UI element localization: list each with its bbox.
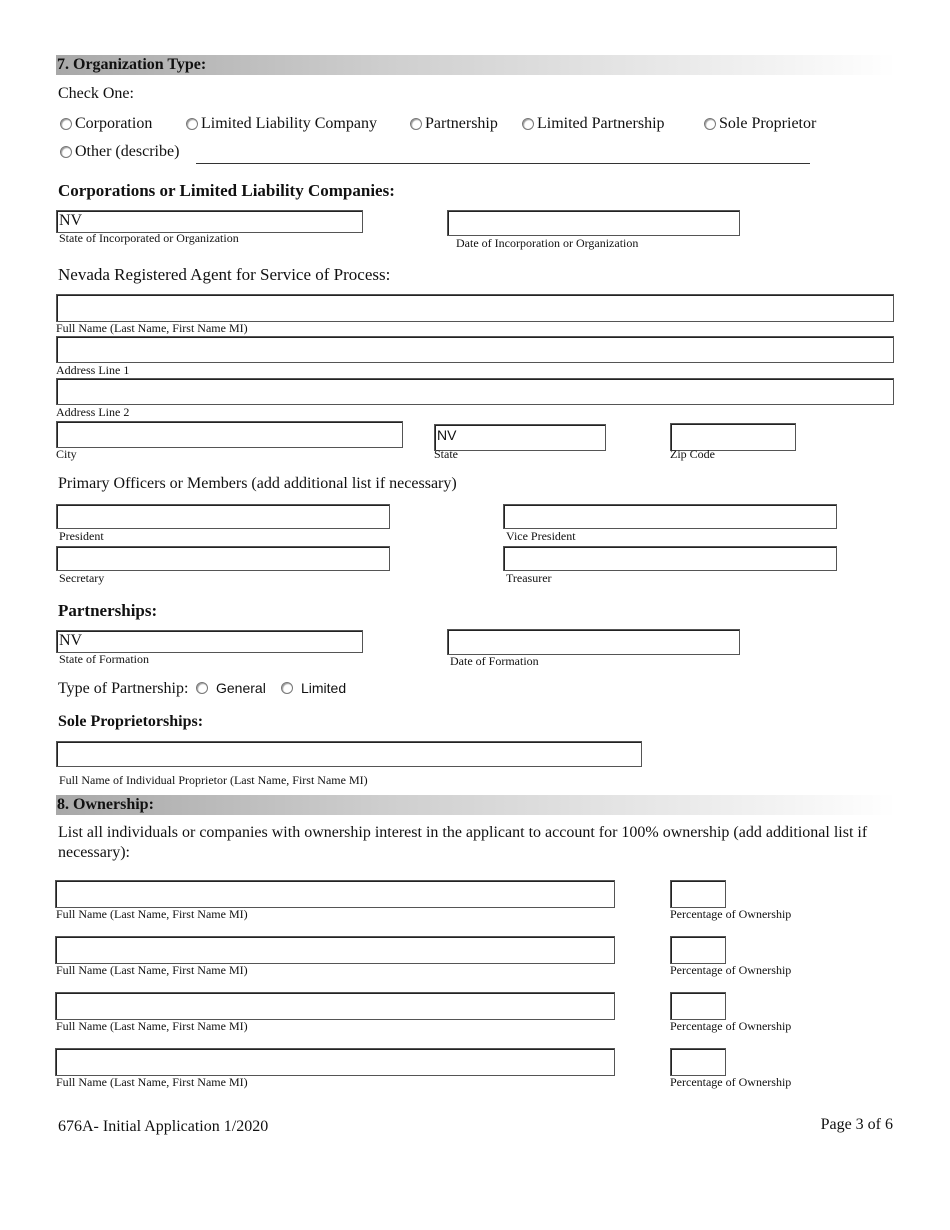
section-7-header: 7. Organization Type: [56, 55, 896, 75]
president-field[interactable] [56, 504, 390, 529]
secretary-label: Secretary [59, 571, 105, 585]
partnership-general-option[interactable]: General [196, 680, 266, 696]
corp-state-label: State of Incorporated or Organization [59, 231, 239, 245]
treasurer-field[interactable] [503, 546, 837, 571]
agent-city-field[interactable] [56, 421, 403, 448]
corp-date-label: Date of Incorporation or Organization [456, 236, 639, 250]
owner-name-label: Full Name (Last Name, First Name MI) [56, 963, 248, 977]
owner-name-label: Full Name (Last Name, First Name MI) [56, 1019, 248, 1033]
owner-name-label: Full Name (Last Name, First Name MI) [56, 907, 248, 921]
owner-pct-field[interactable] [670, 936, 726, 964]
option-sole-proprietor[interactable]: Sole Proprietor [704, 115, 816, 133]
corp-state-field[interactable]: NV [56, 210, 363, 233]
option-partnership[interactable]: Partnership [410, 115, 498, 133]
agent-address2-label: Address Line 2 [56, 405, 130, 419]
sole-name-field[interactable] [56, 741, 642, 767]
agent-full-name-field[interactable] [56, 294, 894, 322]
owner-name-field[interactable] [55, 1048, 615, 1076]
partnership-type-label: Type of Partnership: [58, 680, 189, 697]
owner-pct-field[interactable] [670, 992, 726, 1020]
option-corporation[interactable]: Corporation [60, 115, 152, 133]
sole-name-label: Full Name of Individual Proprietor (Last Name, First Name MI) [59, 773, 368, 787]
radio-icon[interactable] [60, 146, 72, 158]
section-8-header: 8. Ownership: [56, 795, 896, 815]
owner-pct-label: Percentage of Ownership [670, 1075, 792, 1089]
check-one-label: Check One: [58, 85, 134, 102]
footer-page-number: Page 3 of 6 [820, 1116, 893, 1133]
partnership-state-label: State of Formation [59, 652, 149, 666]
radio-icon[interactable] [60, 118, 72, 130]
option-limited-partnership[interactable]: Limited Partnership [522, 115, 665, 133]
owner-pct-field[interactable] [670, 1048, 726, 1076]
officers-heading: Primary Officers or Members (add additional list if necessary) [58, 475, 457, 492]
owner-pct-field[interactable] [670, 880, 726, 908]
owner-pct-label: Percentage of Ownership [670, 963, 792, 977]
owner-name-field[interactable] [55, 992, 615, 1020]
agent-zip-label: Zip Code [670, 447, 715, 461]
agent-address2-field[interactable] [56, 378, 894, 405]
treasurer-label: Treasurer [506, 571, 552, 585]
agent-address1-field[interactable] [56, 336, 894, 363]
secretary-field[interactable] [56, 546, 390, 571]
partnership-limited-option[interactable]: Limited [281, 680, 346, 696]
radio-icon[interactable] [196, 682, 208, 694]
agent-full-name-label: Full Name (Last Name, First Name MI) [56, 321, 248, 335]
owner-name-label: Full Name (Last Name, First Name MI) [56, 1075, 248, 1089]
owner-name-field[interactable] [55, 880, 615, 908]
option-other[interactable]: Other (describe) [60, 143, 179, 161]
vice-president-field[interactable] [503, 504, 837, 529]
vice-president-label: Vice President [506, 529, 576, 543]
partnerships-heading: Partnerships: [58, 601, 158, 620]
owner-pct-label: Percentage of Ownership [670, 907, 792, 921]
radio-icon[interactable] [522, 118, 534, 130]
agent-heading: Nevada Registered Agent for Service of Process: [58, 265, 391, 284]
other-describe-line[interactable] [196, 163, 810, 164]
corp-date-field[interactable] [447, 210, 740, 236]
agent-state-label: State [434, 447, 458, 461]
partnership-date-label: Date of Formation [450, 654, 539, 668]
partnership-date-field[interactable] [447, 629, 740, 655]
radio-icon[interactable] [186, 118, 198, 130]
radio-icon[interactable] [704, 118, 716, 130]
agent-address1-label: Address Line 1 [56, 363, 130, 377]
owner-pct-label: Percentage of Ownership [670, 1019, 792, 1033]
president-label: President [59, 529, 104, 543]
option-llc[interactable]: Limited Liability Company [186, 115, 377, 133]
agent-city-label: City [56, 447, 77, 461]
agent-state-field[interactable]: NV [434, 424, 606, 451]
corporations-heading: Corporations or Limited Liability Companies: [58, 181, 395, 200]
footer-form-id: 676A- Initial Application 1/2020 [58, 1118, 269, 1135]
sole-heading: Sole Proprietorships: [58, 713, 204, 730]
partnership-state-field[interactable]: NV [56, 630, 363, 653]
radio-icon[interactable] [281, 682, 293, 694]
radio-icon[interactable] [410, 118, 422, 130]
ownership-instructions: List all individuals or companies with ownership interest in the applicant to account for 100% ownership (add additional list if necessary): [58, 824, 868, 861]
owner-name-field[interactable] [55, 936, 615, 964]
